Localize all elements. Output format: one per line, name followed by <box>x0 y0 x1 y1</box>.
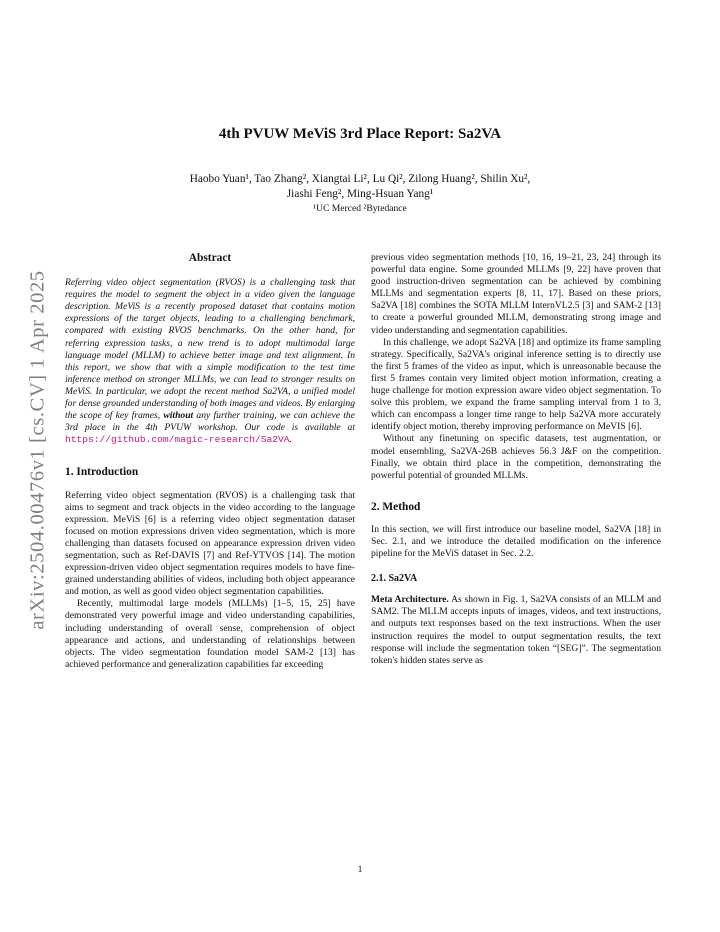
right-column <box>371 252 661 667</box>
left-column <box>65 252 355 671</box>
code-link[interactable]: https://github.com/magic-research/Sa2VA <box>65 434 290 446</box>
intro-paragraph-4: In this challenge, we adopt Sa2VA [18] and optimize its frame sampling strategy. Specifically, Sa2VA's original inference setting is to directly use the first 5 frames of the video as input, which is unreasonable because the first 5 frames contain very limited object motion information, creating a huge challenge for motion expression aware video object segmentation. To solve this problem, we expand the frame sampling interval from 1 to 3, which can encompass a longer time range to help Sa2VA more accurately identify object motion, thereby improving performance on MeVIS [6]. <box>371 336 661 433</box>
intro-paragraph-5: Without any finetuning on specific datasets, test augmentation, or model ensembling, Sa2VA-26B achieves 56.3 J&F on the competition. Finally, we obtain third place in the competition, demonstrating the powerful potential of grounded MLLMs. <box>371 433 661 481</box>
subsection-heading: 2.1. Sa2VA <box>371 573 418 585</box>
abstract-text: Referring video object segmentation (RVOS) is a challenging task that requires the model to segment the object in a video given the language description. MeViS is a recently proposed dataset that contains motion expressions of the target objects, leading to a challenging benchmark, compared with existing RVOS benchmarks. On the other hand, for referring expression tasks, a new trend is to adopt multimodal large language model (MLLM) to achieve better image and text alignment. In this report, we show that with a simple modification to the test time inference method on stronger MLLMs, we can lead to stronger results on MeViS. In particular, we adopt the recent method Sa2VA, a unified model for dense grounded understanding of both images and videos. By enlarging the scope of key frames, without any further training, we can achieve the 3rd place in the 4th PVUW workshop. Our code is available at https://github.com/magic-research/Sa2VA. <box>65 277 355 446</box>
page-number: 1 <box>357 864 363 875</box>
arxiv-stamp: arXiv:2504.00476v1 [cs.CV] 1 Apr 2025 <box>26 270 49 630</box>
author-list <box>120 172 600 202</box>
authors-line-2: Jiashi Feng², Ming-Hsuan Yang¹ <box>286 188 434 200</box>
meta-architecture-paragraph: Meta Architecture. As shown in Fig. 1, Sa2VA consists of an MLLM and SAM2. The MLLM accepts inputs of images, videos, and text instructions, and outputs text responses based on the text instructions. When the user instruction requires the model to output segmentation results, the text response will include the segmentation token “[SEG]”. The segmentation token's hidden states serve as <box>371 594 661 666</box>
intro-paragraph-1: Referring video object segmentation (RVOS) is a challenging task that aims to segment and track objects in the video according to the language expression. MeViS [6] is a referring video object segmentation dataset focused on motion expressions driven video segmentation, which is more challenging than datasets focused on appearance expression driven video segmentation, such as Ref-DAVIS [7] and Ref-YTVOS [14]. The motion expression-driven video object segmentation requires models to have fine-grained understanding abilities of videos, including both object appearance and motion, as well as good video object segmentation capabilities. <box>65 489 355 598</box>
meta-architecture-label: Meta Architecture. <box>371 594 449 606</box>
method-heading: 2. Method <box>371 500 421 513</box>
method-paragraph-1: In this section, we will first introduce our baseline model, Sa2VA [18] in Sec. 2.1, and we introduce the detailed modification on the inference pipeline for the MeViS dataset in Sec. 2.2. <box>371 523 661 560</box>
intro-heading: 1. Introduction <box>65 466 139 479</box>
intro-paragraph-2: Recently, multimodal large models (MLLMs) [1–5, 15, 25] have demonstrated very powerful image and video understanding capabilities, including understanding of overall sense, comprehension of object appearance and actions, and understanding of relationships between objects. The video segmentation foundation model SAM-2 [13] has achieved performance and generalization capabilities far exceeding <box>65 598 355 670</box>
authors-line-1: Haobo Yuan¹, Tao Zhang², Xiangtai Li², Lu Qi², Zilong Huang², Shilin Xu², <box>189 173 531 185</box>
abstract-heading: Abstract <box>188 252 232 264</box>
abstract-bold-word: without <box>163 410 194 422</box>
affiliations: ¹UC Merced ²Bytedance <box>313 203 407 214</box>
intro-paragraph-3: previous video segmentation methods [10, 16, 19–21, 23, 24] through its powerful data engine. Some grounded MLLMs [9, 22] have proven that good instruction-driven segmentation can be achieved by combining MLLMs and segmentation experts [8, 11, 17]. Based on these priors, Sa2VA [18] combines the SOTA MLLM InternVL2.5 [3] and SAM-2 [13] to create a powerful grounded MLLM, demonstrating strong image and video understanding and segmentation capabilities. <box>371 252 661 336</box>
paper-title: 4th PVUW MeViS 3rd Place Report: Sa2VA <box>218 126 502 142</box>
